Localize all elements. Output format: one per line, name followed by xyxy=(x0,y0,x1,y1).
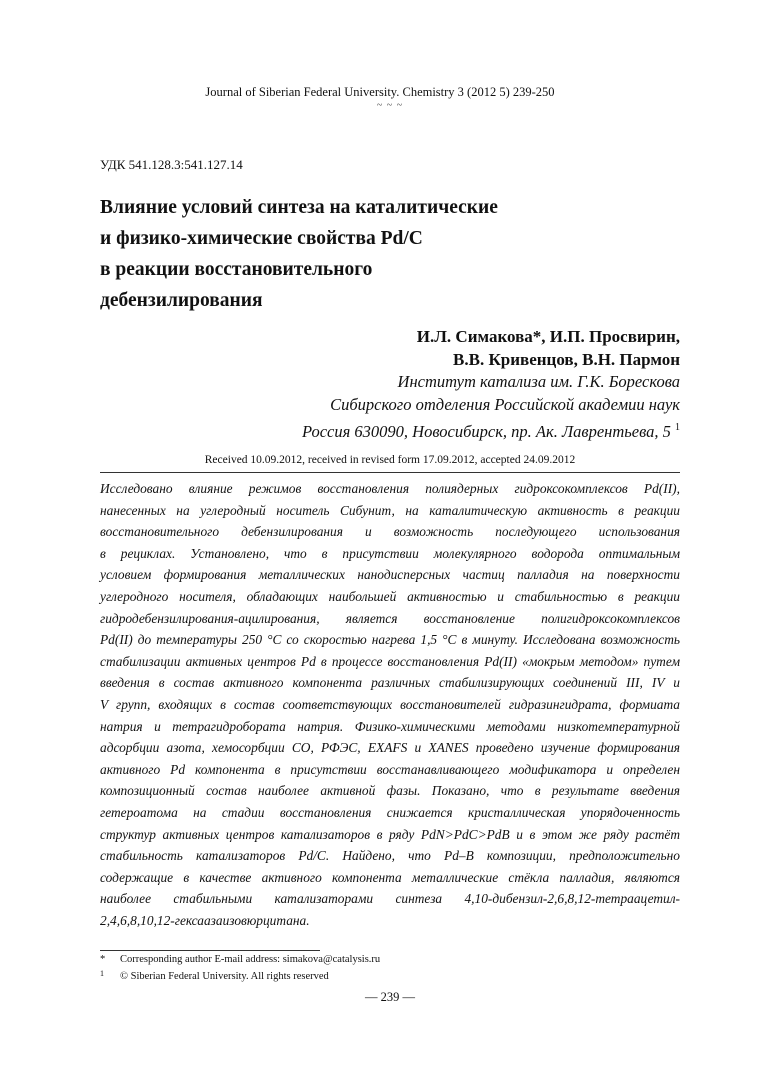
header-ornament: ~ ~ ~ xyxy=(376,100,404,111)
divider-rule xyxy=(100,472,680,473)
page-number: — 239 — xyxy=(365,990,415,1004)
abstract-line: адсорбции азота, хемосорбции СО, РФЭС, EXAFS и XANES проведено изучение формирования xyxy=(100,740,680,756)
abstract-line: натрия и тетрагидробората натрия. Физико-химическими методами низкотемпературной xyxy=(100,718,680,734)
abstract-line: введения в состав активного компонента различных стабилизирующих соединений III, IV и xyxy=(100,675,680,691)
authors xyxy=(417,325,680,371)
footnotes xyxy=(100,953,380,984)
title-line: Влияние условий синтеза на каталитические xyxy=(100,197,498,218)
journal-header: Journal of Siberian Federal University. Chemistry 3 (2012 5) 239-250 xyxy=(205,85,555,99)
footnote-corresponding xyxy=(100,953,380,967)
abstract-line: углеродного носителя, обладающих наибольшей активностью и стабильностью в реакции xyxy=(100,588,680,604)
affiliation-line: Институт катализа им. Г.К. Борескова xyxy=(397,372,680,391)
affiliation-address: Россия 630090, Новосибирск, пр. Ак. Лаврентьева, 5 xyxy=(301,422,671,441)
abstract-line: содержащие в качестве активного компонента металлические стёкла палладия, являются xyxy=(100,869,680,885)
article-title xyxy=(100,192,560,316)
abstract-line: восстановительного дебензилирования и возможность последующего использования xyxy=(100,524,680,540)
affiliation-footnote-mark: 1 xyxy=(675,422,680,433)
footnote-text: © Siberian Federal University. All rights reserved xyxy=(120,971,329,982)
abstract-line: стабилизации активных центров Pd в процессе восстановления Pd(II) «мокрым методом» путем xyxy=(100,653,680,669)
abstract-line: гидродебензилирования-ацилирования, является восстановление полигидроксокомплексов xyxy=(100,610,680,626)
title-line: в реакции восстановительного xyxy=(100,259,373,280)
abstract-line: в рециклах. Установлено, что в присутствии молекулярного водорода оптимальным xyxy=(100,545,680,561)
abstract-line: гетероатома на стадии восстановления снижается кристаллическая упорядоченность xyxy=(100,804,680,820)
abstract xyxy=(100,478,680,931)
footnote-copyright xyxy=(100,967,380,984)
title-line: дебензилирования xyxy=(100,290,263,311)
authors-line: И.Л. Симакова*, И.П. Просвирин, xyxy=(416,327,680,346)
title-line: и физико-химические свойства Pd/C xyxy=(100,228,423,249)
abstract-line: стабильность катализаторов Pd/C. Найдено, что Pd–B композиции, предположительно xyxy=(100,848,680,864)
affiliation-line: Сибирского отделения Российской академии наук xyxy=(330,395,680,414)
abstract-line: композиционный состав наиболее активной фазы. Показано, что в результате введения xyxy=(100,783,680,799)
received-dates: Received 10.09.2012, received in revised form 17.09.2012, accepted 24.09.2012 xyxy=(204,454,576,466)
affiliation xyxy=(302,370,680,443)
udk-code: УДК 541.128.3:541.127.14 xyxy=(100,157,243,172)
footnote-rule xyxy=(100,950,320,951)
abstract-line: структур активных центров катализаторов в ряду PdN>PdC>PdB и в этом же ряду растёт xyxy=(100,826,680,842)
footnote-mark: 1 xyxy=(100,969,104,978)
affiliation-line xyxy=(302,416,680,443)
footnote-mark: * xyxy=(100,954,106,965)
footnote-text: Corresponding author E-mail address: simakova@catalysis.ru xyxy=(120,954,381,965)
abstract-line: условием формирования металлических нанодисперсных частиц палладия на поверхности xyxy=(100,567,680,583)
abstract-line: нанесенных на углеродный носитель Сибунит, на каталитическую активность в реакции xyxy=(100,502,680,518)
abstract-line: 2,4,6,8,10,12-гексаазаизовюрцитана. xyxy=(100,912,310,928)
authors-line: В.В. Кривенцов, В.Н. Пармон xyxy=(453,350,680,369)
abstract-line: Исследовано влияние режимов восстановления полиядерных гидроксокомплексов Pd(II), xyxy=(100,481,680,496)
abstract-line: наиболее стабильными катализаторами синтеза 4,10-дибензил-2,6,8,12-тетраацетил- xyxy=(100,891,680,907)
abstract-line: Pd(II) до температуры 250 °С со скоростью нагрева 1,5 °С в минуту. Исследована возможность xyxy=(100,632,680,648)
abstract-line: V групп, входящих в состав соответствующих восстановителей гидразингидрата, формиата xyxy=(100,696,680,712)
abstract-line: активного Pd компонента в присутствии восстанавливающего модификатора и определен xyxy=(100,761,680,777)
